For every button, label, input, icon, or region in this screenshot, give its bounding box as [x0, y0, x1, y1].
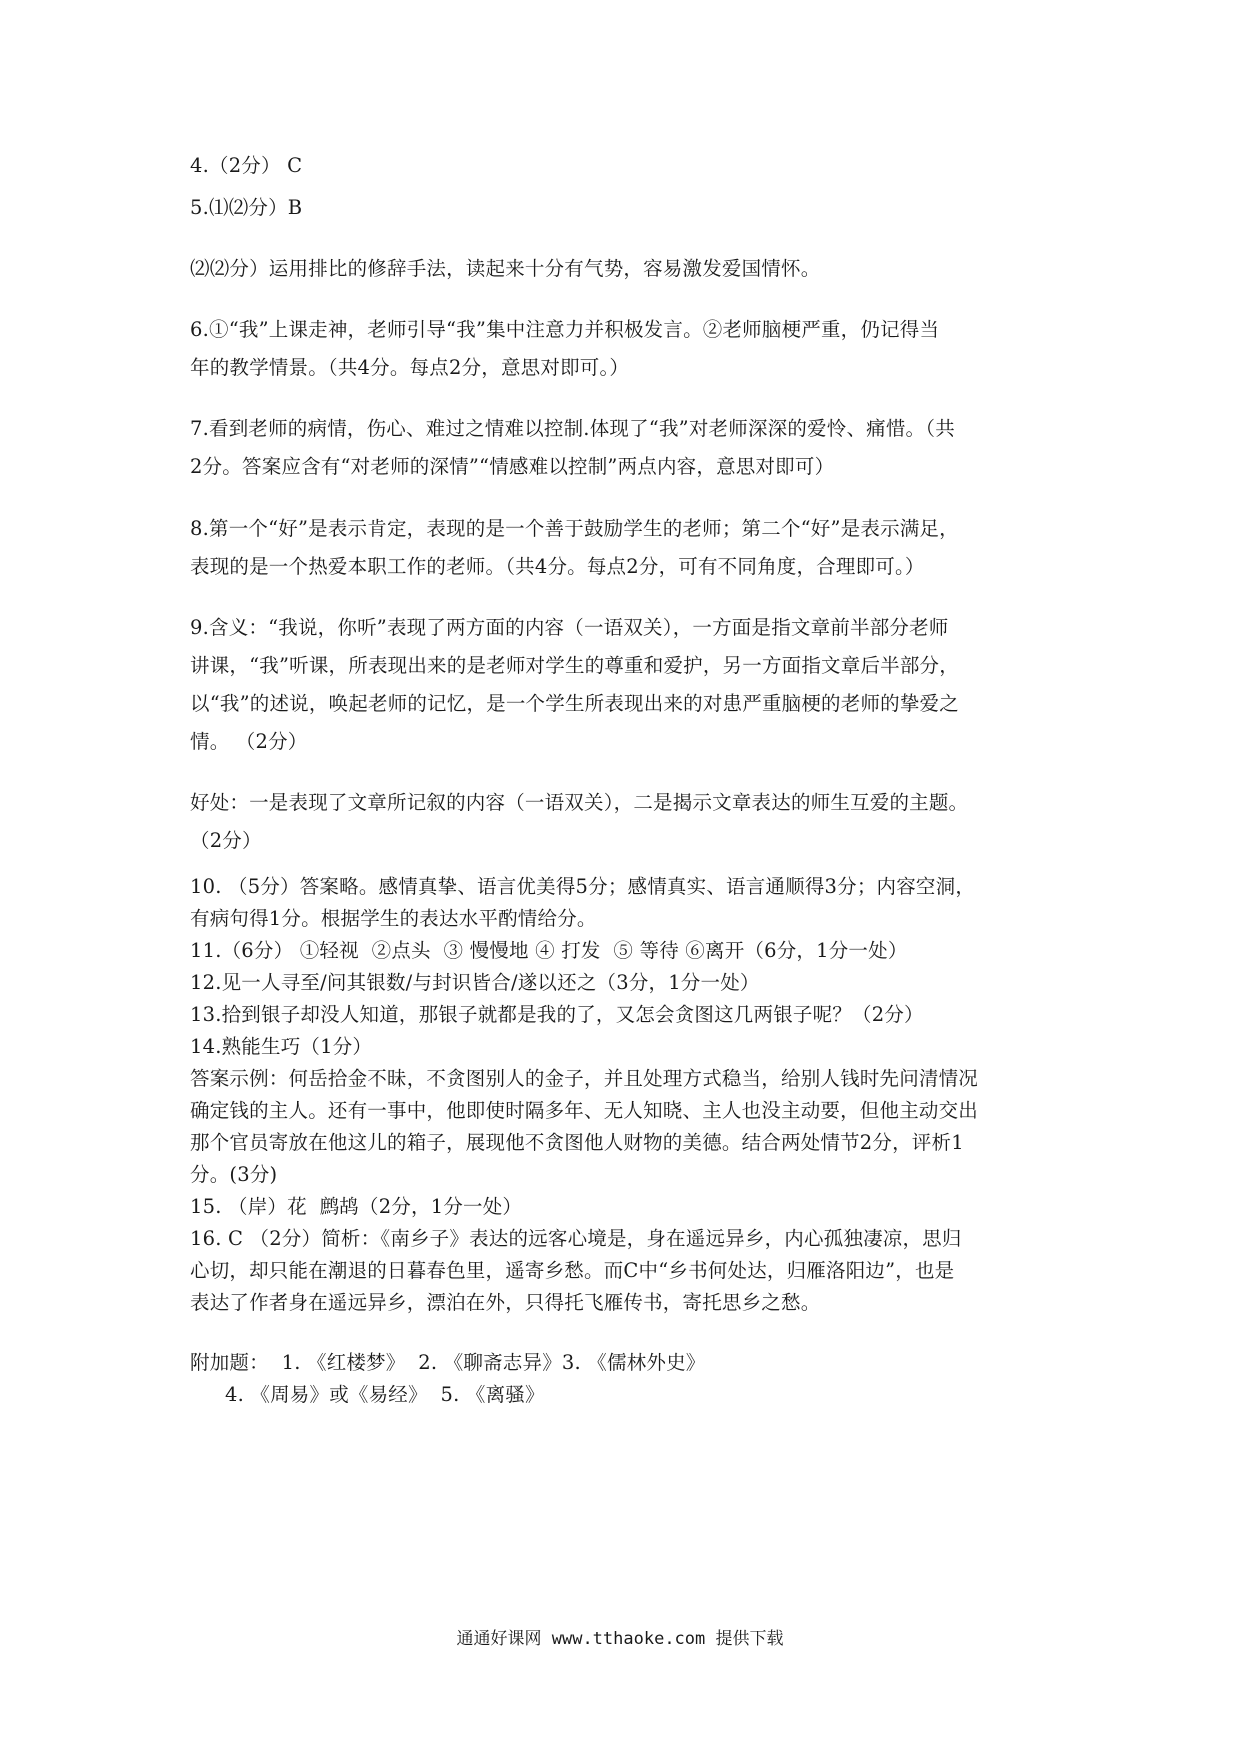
bonus-line-1: 附加题： 1. 《红楼梦》 2. 《聊斋志异》3. 《儒林外史》 — [190, 1351, 706, 1374]
answer-14-line-2: 确定钱的主人。还有一事中，他即使时隔多年、无人知晓、主人也没主动要，但他主动交出 — [190, 1099, 979, 1122]
answer-14-line-1: 答案示例：何岳拾金不昧，不贪图别人的金子，并且处理方式稳当，给别人钱时先问清情况 — [190, 1067, 979, 1090]
answer-10-line-2: 有病句得1分。根据学生的表达水平酌情给分。 — [190, 907, 597, 930]
bonus-line-2: 4. 《周易》或《易经》 5. 《离骚》 — [225, 1383, 545, 1406]
answer-16-line-3: 表达了作者身在遥远异乡，漂泊在外，只得托飞雁传书，寄托思乡之愁。 — [190, 1291, 821, 1314]
answer-14-line-4: 分。(3分) — [190, 1163, 278, 1186]
answer-9-benefit-line-2: （2分） — [190, 829, 262, 852]
answer-9-line-4: 情。 （2分） — [190, 730, 308, 753]
answer-11: 11.（6分） ①轻视 ②点头 ③ 慢慢地 ④ 打发 ⑤ 等待 ⑥离开（6分，1分一处） — [190, 939, 908, 962]
answer-9-line-3: 以“我”的述说，唤起老师的记忆，是一个学生所表现出来的对患严重脑梗的老师的挚爱之 — [190, 692, 959, 715]
answer-4: 4.（2分） C — [190, 154, 303, 177]
answer-5-2: ⑵⑵分）运用排比的修辞手法，读起来十分有气势，容易激发爱国情怀。 — [190, 257, 821, 280]
answer-15: 15. （岸）花 鹧鸪（2分，1分一处） — [190, 1195, 523, 1218]
answer-14-line-3: 那个官员寄放在他这儿的箱子，展现他不贪图他人财物的美德。结合两处情节2分，评析1 — [190, 1131, 964, 1154]
answer-12: 12.见一人寻至/问其银数/与封识皆合/遂以还之（3分，1分一处） — [190, 971, 760, 994]
answer-13: 13.拾到银子却没人知道，那银子就都是我的了，又怎会贪图这几两银子呢？（2分） — [190, 1003, 924, 1026]
answer-8-line-1: 8.第一个“好”是表示肯定，表现的是一个善于鼓励学生的老师；第二个“好”是表示满足， — [190, 517, 959, 540]
answer-7-line-2: 2分。答案应含有“对老师的深情”“情感难以控制”两点内容，意思对即可） — [190, 455, 835, 478]
answer-8-line-2: 表现的是一个热爱本职工作的老师。（共4分。每点2分，可有不同角度，合理即可。） — [190, 555, 925, 578]
page-footer: 通通好课网 www.tthaoke.com 提供下载 — [456, 1629, 784, 1649]
answer-9-line-1: 9.含义：“我说，你听”表现了两方面的内容（一语双关），一方面是指文章前半部分老师 — [190, 616, 949, 639]
answer-9-line-2: 讲课，“我”听课，所表现出来的是老师对学生的尊重和爱护，另一方面指文章后半部分， — [190, 654, 959, 677]
answer-10-line-1: 10. （5分）答案略。感情真挚、语言优美得5分；感情真实、语言通顺得3分；内容空洞， — [190, 875, 976, 898]
answer-5-1: 5.⑴⑵分）B — [190, 196, 303, 219]
answer-6-line-1: 6.①“我”上课走神，老师引导“我”集中注意力并积极发言。②老师脑梗严重，仍记得当 — [190, 318, 940, 341]
answer-16-line-2: 心切，却只能在潮退的日暮春色里，遥寄乡愁。而C中“乡书何处达，归雁洛阳边”，也是 — [190, 1259, 955, 1282]
answer-14-title: 14.熟能生巧（1分） — [190, 1035, 373, 1058]
answer-7-line-1: 7.看到老师的病情，伤心、难过之情难以控制.体现了“我”对老师深深的爱怜、痛惜。（共 — [190, 417, 955, 440]
answer-6-line-2: 年的教学情景。（共4分。每点2分，意思对即可。） — [190, 356, 630, 379]
answer-16-line-1: 16. C （2分）简析：《南乡子》表达的远客心境是，身在遥远异乡，内心孤独凄凉，思归 — [190, 1227, 962, 1250]
answer-9-benefit-line-1: 好处：一是表现了文章所记叙的内容（一语双关），二是揭示文章表达的师生互爱的主题。 — [190, 791, 969, 814]
